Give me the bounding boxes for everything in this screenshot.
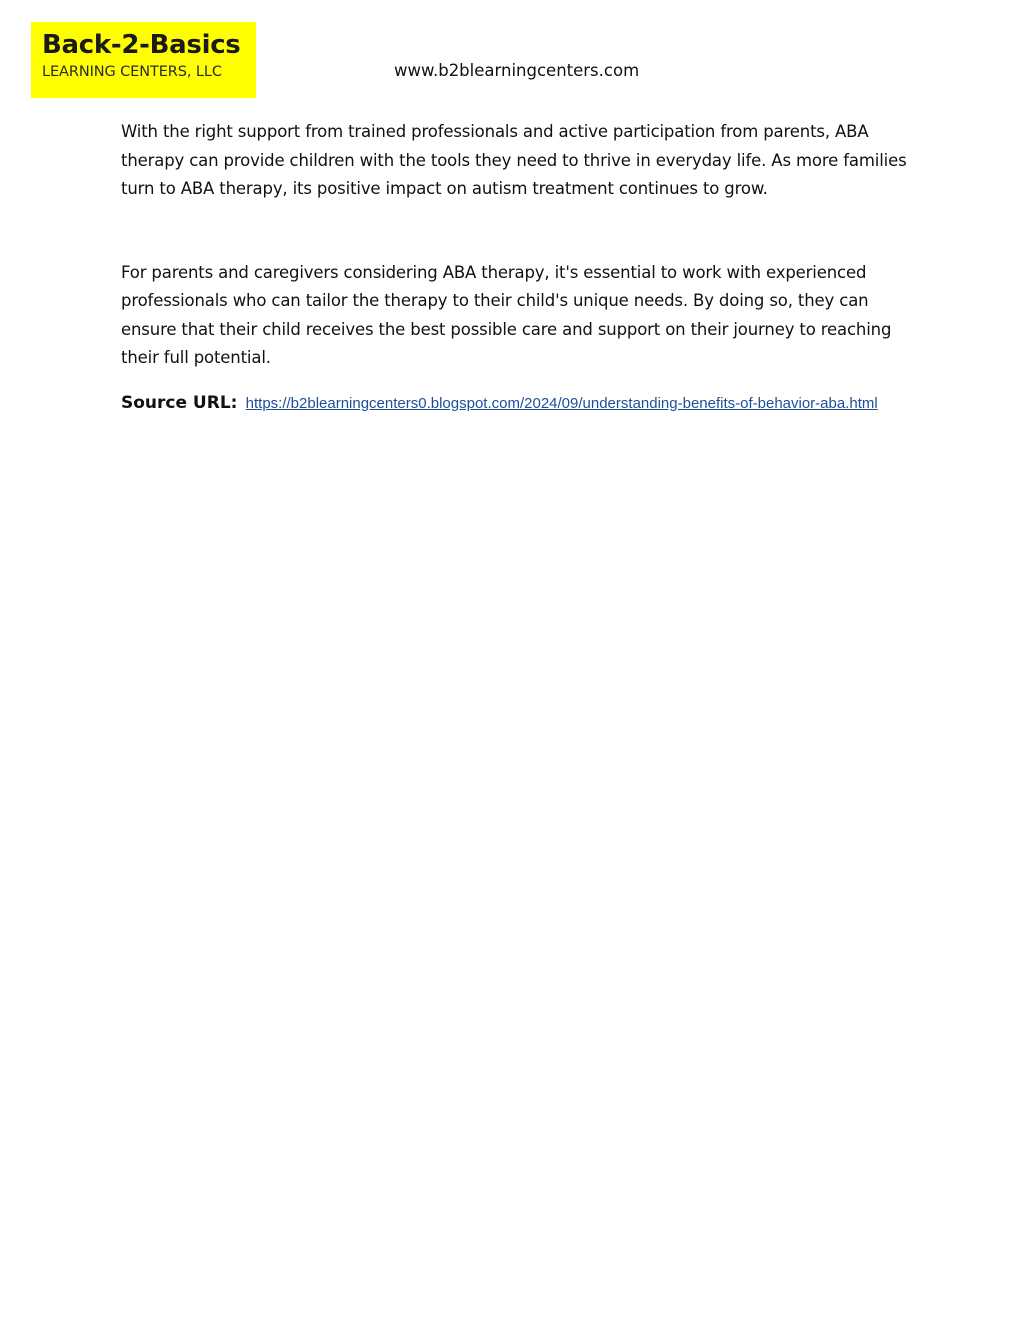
source-line xyxy=(121,390,911,417)
source-link[interactable]: https://b2blearningcenters0.blogspot.com/2024/09/understanding-benefits-of-behavior-aba.html xyxy=(245,394,878,412)
header-site-url: www.b2blearningcenters.com xyxy=(394,61,640,80)
body-paragraph-2: For parents and caregivers considering ABA therapy, it's essential to work with experienced professionals who can tailor the therapy to their child's unique needs. By doing so, they can ensure that their child receives the best possible care and support on their journey to reaching their full potential. xyxy=(121,262,892,367)
logo-subtitle: LEARNING CENTERS, LLC xyxy=(42,64,222,80)
company-logo xyxy=(31,22,256,98)
source-label: Source URL: xyxy=(121,392,238,413)
logo-title: Back-2-Basics xyxy=(42,30,241,60)
body-paragraph-1: With the right support from trained professionals and active participation from parents, ABA therapy can provide children with the tools they need to thrive in everyday life. As more families turn to ABA therapy, its positive impact on autism treatment continues to grow. xyxy=(121,122,907,198)
main-content xyxy=(121,118,911,417)
